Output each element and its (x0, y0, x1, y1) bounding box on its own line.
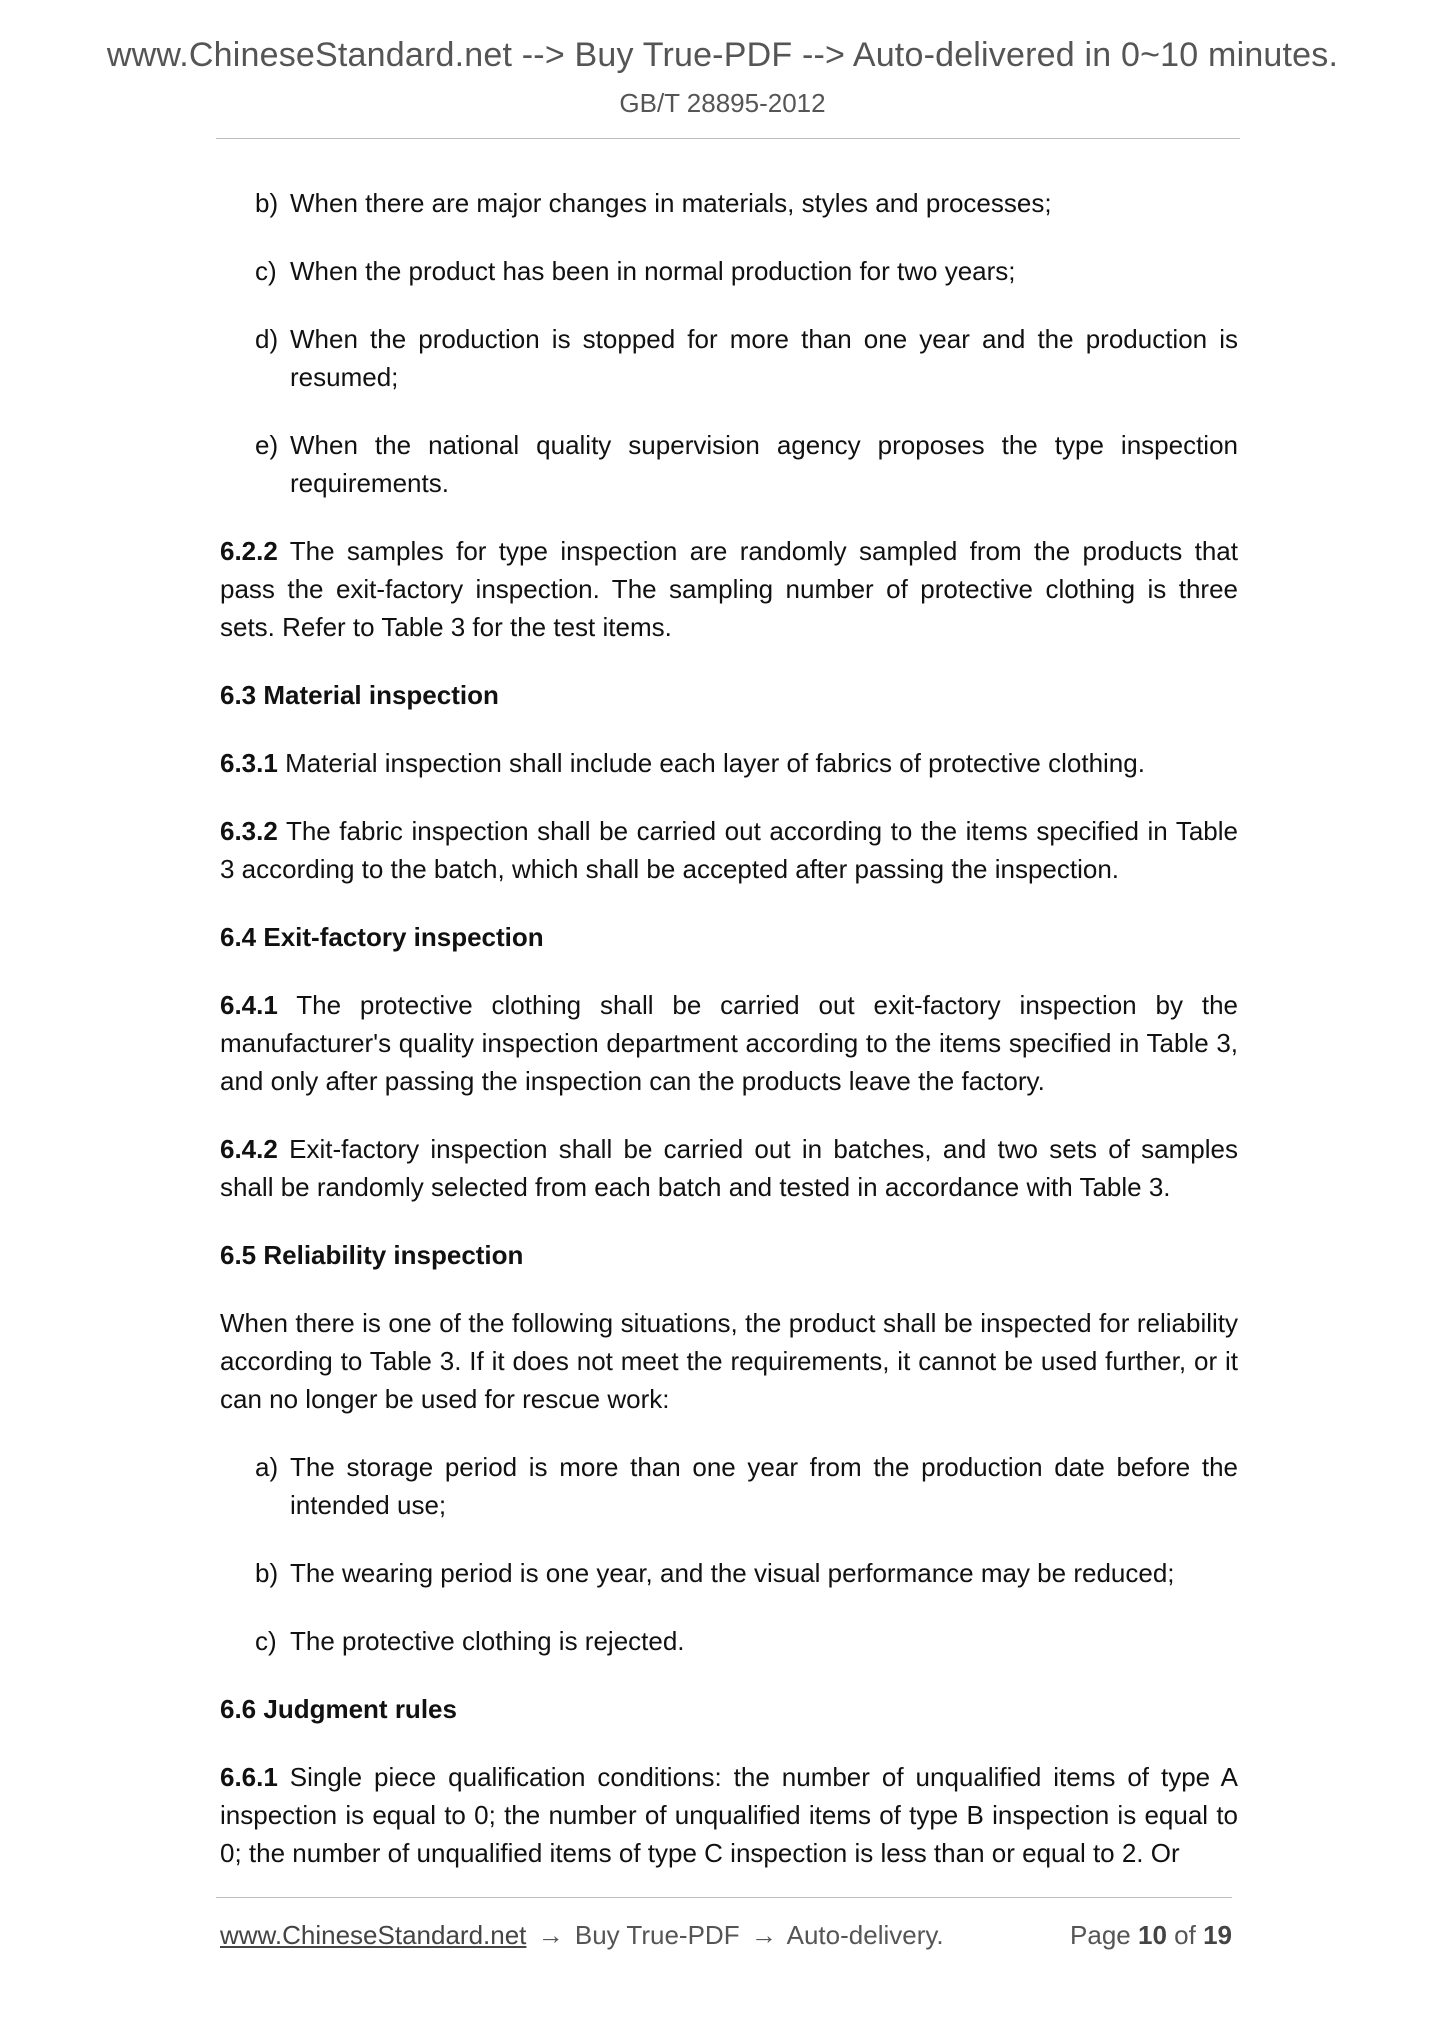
page-content (220, 184, 1238, 1872)
clause-number: 6.4.2 (220, 1134, 278, 1164)
footer-divider (216, 1897, 1232, 1898)
clause-text: The fabric inspection shall be carried out according to the items specified in Table 3 according to the batch, which shall be accepted after passing the inspection. (220, 816, 1238, 884)
list-item-label: a) (255, 1452, 279, 1482)
clause-6-6-1 (220, 1758, 1238, 1872)
clause-number: 6.3.2 (220, 816, 278, 846)
clause-text: The samples for type inspection are randomly sampled from the products that pass the exit-factory inspection. The sampling number of protective clothing is three sets. Refer to Table 3 for the test items. (220, 536, 1238, 642)
list-item-text: The protective clothing is rejected. (290, 1626, 685, 1656)
clause-6-3-1 (220, 744, 1238, 782)
footer-site-link[interactable]: www.ChineseStandard.net (220, 1920, 527, 1950)
clause-text: Single piece qualification conditions: the number of unqualified items of type A inspection is equal to 0; the number of unqualified items of type B inspection is equal to 0; the number of unqualified items of type C inspection is less than or equal to 2. Or (220, 1762, 1238, 1868)
clause-text: Exit-factory inspection shall be carried out in batches, and two sets of samples shall be randomly selected from each batch and tested in accordance with Table 3. (220, 1134, 1238, 1202)
list-item (255, 426, 1238, 502)
list-item-label: e) (255, 430, 279, 460)
section-heading-6-4: 6.4 Exit-factory inspection (220, 922, 544, 952)
list-item (255, 252, 1238, 290)
list-item-label: b) (255, 188, 279, 218)
header-divider (216, 138, 1240, 139)
list-item-text: When the product has been in normal production for two years; (290, 256, 1016, 286)
arrow-right-icon: → (750, 1920, 777, 1950)
clause-6-3-2 (220, 812, 1238, 888)
clause-text: Material inspection shall include each layer of fabrics of protective clothing. (285, 748, 1145, 778)
list-item-label: c) (255, 256, 277, 286)
list-item-label: c) (255, 1626, 277, 1656)
clause-number: 6.2.2 (220, 536, 278, 566)
list-item (255, 320, 1238, 396)
footer-buy-text: Buy True-PDF (574, 1920, 740, 1950)
list-item-text: The storage period is more than one year from the production date before the intended use; (290, 1452, 1238, 1520)
section-heading-6-3: 6.3 Material inspection (220, 680, 499, 710)
list-item-text: When the national quality supervision agency proposes the type inspection requirements. (290, 430, 1238, 498)
list-item (255, 1448, 1238, 1524)
clause-text: The protective clothing shall be carried out exit-factory inspection by the manufacturer's quality inspection department according to the items specified in Table 3, and only after passing the inspection can the products leave the factory. (220, 990, 1238, 1096)
standard-code: GB/T 28895-2012 (619, 88, 826, 118)
page-footer (220, 1920, 1240, 1951)
list-item (255, 1622, 1238, 1660)
list-item-text: The wearing period is one year, and the visual performance may be reduced; (290, 1558, 1175, 1588)
clause-6-2-2 (220, 532, 1238, 646)
section-heading-6-6: 6.6 Judgment rules (220, 1694, 457, 1724)
clause-6-4-2 (220, 1130, 1238, 1206)
page-number (1070, 1920, 1232, 1951)
page-total: 19 (1203, 1920, 1232, 1950)
page-current: 10 (1138, 1920, 1167, 1950)
list-item-text: When there are major changes in materials, styles and processes; (290, 188, 1052, 218)
list-item (255, 1554, 1238, 1592)
clause-number: 6.3.1 (220, 748, 278, 778)
clause-number: 6.6.1 (220, 1762, 278, 1792)
header-banner[interactable]: www.ChineseStandard.net --> Buy True-PDF --> Auto-delivered in 0~10 minutes. (106, 36, 1339, 74)
list-item-label: d) (255, 324, 279, 354)
arrow-right-icon: → (537, 1920, 564, 1950)
list-item-label: b) (255, 1558, 279, 1588)
of-word: of (1174, 1920, 1196, 1950)
clause-number: 6.4.1 (220, 990, 278, 1020)
list-item-text: When the production is stopped for more than one year and the production is resumed; (290, 324, 1238, 392)
page-word: Page (1070, 1920, 1131, 1950)
section-heading-6-5: 6.5 Reliability inspection (220, 1240, 524, 1270)
clause-6-4-1 (220, 986, 1238, 1100)
reliability-intro: When there is one of the following situations, the product shall be inspected for reliability according to Table 3. If it does not meet the requirements, it cannot be used further, or it can no longer be used for rescue work: (220, 1308, 1238, 1414)
footer-delivery-text: Auto-delivery. (786, 1920, 944, 1950)
list-item (255, 184, 1238, 222)
